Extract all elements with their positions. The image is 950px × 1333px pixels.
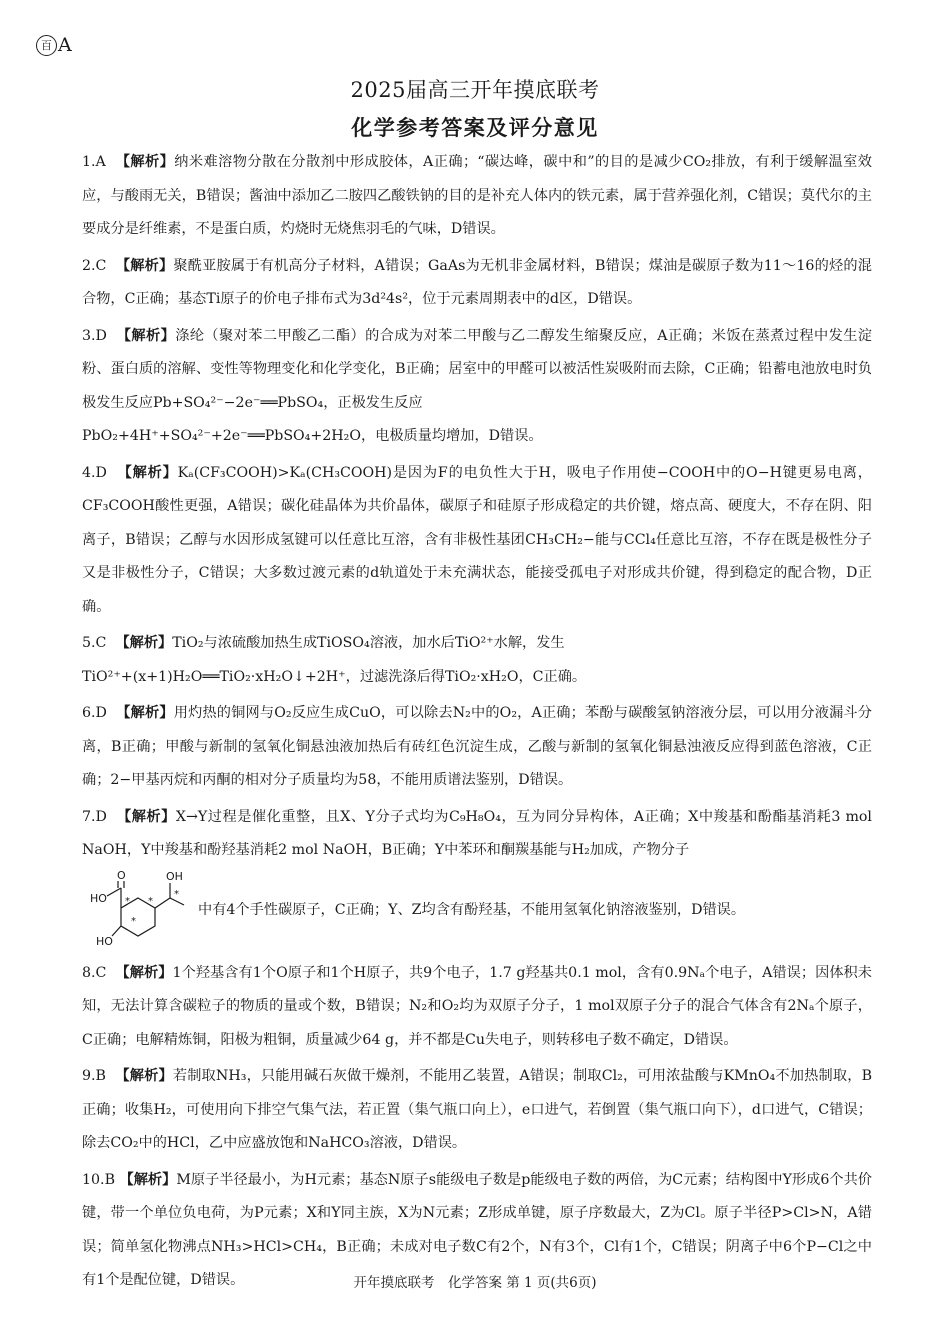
product-molecule-structure — [90, 868, 198, 954]
analysis-label: 【解析】 — [117, 464, 178, 481]
analysis-label: 【解析】 — [116, 705, 174, 721]
question-number: 4.D — [82, 464, 107, 481]
analysis-label: 【解析】 — [115, 154, 175, 170]
answer-item — [82, 320, 872, 454]
ring-ho-label: HO — [96, 934, 113, 948]
question-number: 6.D — [82, 705, 107, 721]
answer-text: 聚酰亚胺属于有机高分子材料，A错误；GaAs为无机非金属材料，B错误；煤油是碳原子数为11～16的烃的混合物，C正确；基态Ti原子的价电子排布式为3d²4s²，位于元素周期表中的d区，D错误。 — [82, 257, 872, 307]
answer-item — [82, 627, 872, 694]
question-number: 7.D — [82, 808, 107, 825]
hydroxyl-label: OH — [166, 869, 183, 883]
answer-item — [82, 250, 872, 317]
answer-text: 1个羟基含有1个O原子和1个H原子，共9个电子，1.7 g羟基共0.1 mol，含有0.9Nₐ个电子，A错误；因体积未知，无法计算含碳粒子的物质的量或个数，B错误；N₂和O₂均为双原子分子，1 mol双原子分子的混合气体含有2Nₐ个原子，C正确；电解精炼铜，阳极为粗铜，质量减少64 g，并不都是Cu失电子，则转移电子数不确定，D错误。 — [82, 964, 872, 1048]
answer-key-title: 化学参考答案及评分意见 — [351, 115, 599, 140]
question-number: 1.A — [82, 154, 106, 170]
equation-line: TiO²⁺+(x+1)H₂O══TiO₂·xH₂O↓+2H⁺，过滤洗涤后得TiO₂·xH₂O，C正确。 — [82, 668, 587, 685]
analysis-label: 【解析】 — [115, 964, 173, 981]
molecule-bonds — [107, 881, 184, 936]
chiral-star: * — [125, 895, 130, 907]
answer-item — [82, 697, 872, 798]
analysis-label: 【解析】 — [115, 635, 173, 651]
question-number: 10.B — [82, 1171, 115, 1188]
chiral-star: * — [148, 895, 153, 907]
badge-letter: A — [58, 34, 72, 56]
answer-item — [82, 457, 872, 625]
question-number: 8.C — [82, 964, 107, 981]
analysis-label: 【解析】 — [117, 808, 176, 825]
answer-list — [82, 146, 872, 1298]
answer-text-continued: 中有4个手性碳原子，C正确；Y、Z均含有酚羟基，不能用氢氧化钠溶液鉴别，D错误。 — [198, 901, 746, 918]
badge-circle-char: 百 — [36, 35, 57, 56]
analysis-label: 【解析】 — [116, 327, 176, 344]
page-footer: 开年摸底联考 化学答案 第 1 页(共6页) — [353, 1275, 597, 1291]
answer-text: 纳米难溶物分散在分散剂中形成胶体，A正确；“碳达峰，碳中和”的目的是减少CO₂排放，有利于缓解温室效应，与酸雨无关，B错误；酱油中添加乙二胺四乙酸铁钠的目的是补充人体内的铁元素，属于营养强化剂，C错误；莫代尔的主要成分是纤维素，不是蛋白质，灼烧时无烧焦羽毛的气味，D错误。 — [82, 154, 872, 237]
oxygen-label: O — [117, 868, 126, 882]
analysis-label: 【解析】 — [119, 1171, 177, 1188]
question-number: 9.B — [82, 1068, 106, 1084]
question-number: 5.C — [82, 635, 107, 651]
answer-text: 涤纶（聚对苯二甲酸乙二酯）的合成为对苯二甲酸与乙二醇发生缩聚反应，A正确；米饭在蒸煮过程中发生淀粉、蛋白质的溶解、变性等物理变化和化学变化，B正确；居室中的甲醛可以被活性炭吸附而去除，C正确；铅蓄电池放电时负极发生反应Pb+SO₄²⁻−2e⁻══PbSO₄，正极发生反应 — [82, 327, 872, 411]
answer-item — [82, 1060, 872, 1161]
answer-text: 若制取NH₃，只能用碱石灰做干燥剂，不能用乙装置，A错误；制取Cl₂，可用浓盐酸与KMnO₄不加热制取，B正确；收集H₂，可使用向下排空气集气法，若正置（集气瓶口向上），e口进气，若倒置（集气瓶口向下），d口进气，C错误；除去CO₂中的HCl，乙中应盛放饱和NaHCO₃溶液，D错误。 — [82, 1068, 872, 1151]
answer-text: 用灼热的铜网与O₂反应生成CuO，可以除去N₂中的O₂，A正确；苯酚与碳酸氢钠溶液分层，可以用分液漏斗分离，B正确；甲酸与新制的氢氧化铜悬浊液加热后有砖红色沉淀生成，乙酸与新制的氢氧化铜悬浊液反应得到蓝色溶液，C正确；2−甲基丙烷和丙酮的相对分子质量均为58，不能用质谱法鉴别，D错误。 — [82, 705, 872, 788]
answer-text: M原子半径最小，为H元素；基态N原子s能级电子数是p能级电子数的两倍，为C元素；结构图中Y形成6个共价键，带一个单位负电荷，为P元素；X和Y同主族，X为N元素；Z形成单键，原子序数最大，Z为Cl。原子半径P>Cl>N，A错误；简单氢化物沸点NH₃>HCl>CH₄，B正确；未成对电子数C有2个，N有3个，Cl有1个，C错误；阴离子中6个P−Cl之中有1个是配位键，D错误。 — [82, 1171, 872, 1288]
answer-item — [82, 957, 872, 1058]
molecule-row — [90, 868, 872, 954]
edition-badge — [36, 34, 72, 56]
answer-text: X→Y过程是催化重整，且X、Y分子式均为C₉H₈O₄，互为同分异构体，A正确；X中羧基和酚酯基消耗3 mol NaOH，Y中羧基和酚羟基消耗2 mol NaOH，B正确；Y中苯环和酮羰基能与H₂加成，产物分子 — [82, 808, 872, 858]
carboxyl-ho-label: HO — [90, 891, 107, 905]
equation-line: PbO₂+4H⁺+SO₄²⁻+2e⁻══PbSO₄+2H₂O，电极质量均增加，D错误。 — [82, 428, 543, 444]
question-number: 2.C — [82, 257, 107, 274]
chiral-star: * — [131, 915, 136, 927]
answer-text: TiO₂与浓硫酸加热生成TiOSO₄溶液，加水后TiO²⁺水解，发生 — [172, 635, 565, 651]
answer-item — [82, 801, 872, 954]
question-number: 3.D — [82, 327, 107, 344]
exam-title: 2025届高三开年摸底联考 — [350, 78, 600, 102]
analysis-label: 【解析】 — [115, 257, 174, 274]
chiral-star: * — [174, 888, 179, 900]
answer-item — [82, 146, 872, 247]
analysis-label: 【解析】 — [115, 1068, 173, 1084]
answer-text: Kₐ(CF₃COOH)>Kₐ(CH₃COOH)是因为F的电负性大于H，吸电子作用使−COOH中的O−H键更易电离，CF₃COOH酸性更强，A错误；碳化硅晶体为共价晶体，碳原子和硅原子形成稳定的共价键，熔点高、硬度大，不存在阴、阳离子，B错误；乙醇与水因形成氢键可以任意比互溶，含有非极性基团CH₃CH₂−能与CCl₄任意比互溶，不存在既是极性分子又是非极性分子，C错误；大多数过渡元素的d轨道处于未充满状态，能接受孤电子对形成共价键，得到稳定的配合物，D正确。 — [82, 464, 872, 615]
